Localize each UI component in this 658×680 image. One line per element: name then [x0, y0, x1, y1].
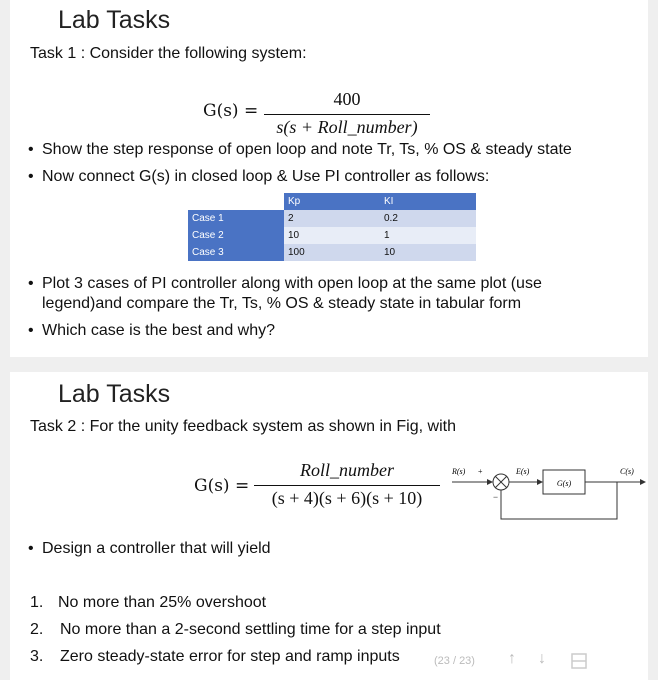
- list-text: No more than 25% overshoot: [58, 594, 267, 611]
- error-label: E(s): [516, 467, 530, 476]
- feedback-block-diagram: [450, 462, 646, 524]
- table-cell: 1: [380, 227, 476, 244]
- bullet-continuation: legend)and compare the Tr, Ts, % OS & steady state in tabular form: [42, 295, 522, 312]
- equation-denominator: s(s + Roll_number): [276, 117, 418, 137]
- table-row: [188, 210, 476, 227]
- table-cell: 10: [380, 244, 476, 261]
- equation-numerator: Roll_number: [300, 460, 394, 480]
- plus-sign: +: [478, 467, 483, 476]
- equation-numerator: 400: [333, 89, 361, 109]
- table-header-cell: Kp: [284, 193, 380, 210]
- list-number: 1.: [30, 594, 44, 611]
- list-number: 3.: [30, 648, 44, 665]
- next-page-button[interactable]: ↓: [538, 650, 546, 667]
- table-row: [188, 227, 476, 244]
- equation-lhs: G(s) =: [194, 476, 250, 496]
- list-text: No more than a 2-second settling time for a step input: [60, 621, 441, 638]
- list-item: [30, 621, 441, 639]
- slide-title: Lab Tasks: [58, 380, 171, 408]
- slide-2: [10, 372, 648, 680]
- previous-page-button[interactable]: ↑: [508, 650, 516, 667]
- bullet-item: • Now connect G(s) in closed loop & Use PI controller as follows:: [42, 168, 489, 186]
- list-item: [30, 648, 400, 666]
- slide-1: [10, 0, 648, 357]
- table-cell: 0.2: [380, 210, 476, 227]
- arrowhead: [640, 479, 646, 485]
- equation-fraction: [264, 89, 430, 138]
- minus-sign: −: [493, 492, 499, 502]
- page-navigator: [420, 647, 610, 675]
- table-header-cell: [188, 193, 284, 210]
- equation-lhs: G(s) =: [203, 101, 259, 121]
- table-cell: Case 3: [188, 244, 284, 261]
- equation-denominator: (s + 4)(s + 6)(s + 10): [271, 488, 423, 508]
- pi-gains-table: [188, 193, 476, 261]
- list-item: [30, 594, 267, 612]
- arrowhead: [487, 479, 493, 485]
- table-cell: Case 2: [188, 227, 284, 244]
- slide-title: Lab Tasks: [58, 6, 171, 34]
- table-cell: 100: [284, 244, 380, 261]
- fit-page-icon[interactable]: [570, 652, 588, 670]
- list-text: Zero steady-state error for step and ramp inputs: [60, 648, 400, 665]
- table-cell: Case 1: [188, 210, 284, 227]
- equation-fraction: [254, 460, 440, 509]
- plant-label: G(s): [556, 479, 572, 488]
- task-heading: Task 1 : Consider the following system:: [30, 45, 307, 62]
- table-cell: 2: [284, 210, 380, 227]
- arrowhead: [537, 479, 543, 485]
- task-heading: Task 2 : For the unity feedback system as shown in Fig, with: [30, 418, 456, 435]
- table-header-row: [188, 193, 476, 210]
- input-label: R(s): [452, 467, 466, 476]
- bullet-item: • Plot 3 cases of PI controller along with open loop at the same plot (use: [42, 275, 542, 293]
- page-counter: (23 / 23): [434, 655, 475, 667]
- table-row: [188, 244, 476, 261]
- output-label: C(s): [620, 467, 634, 476]
- bullet-item: • Design a controller that will yield: [42, 540, 271, 558]
- bullet-item: • Which case is the best and why?: [42, 322, 275, 340]
- table-cell: 10: [284, 227, 380, 244]
- table-header-cell: KI: [380, 193, 476, 210]
- list-number: 2.: [30, 621, 44, 638]
- bullet-item: • Show the step response of open loop and note Tr, Ts, % OS & steady state: [42, 141, 572, 159]
